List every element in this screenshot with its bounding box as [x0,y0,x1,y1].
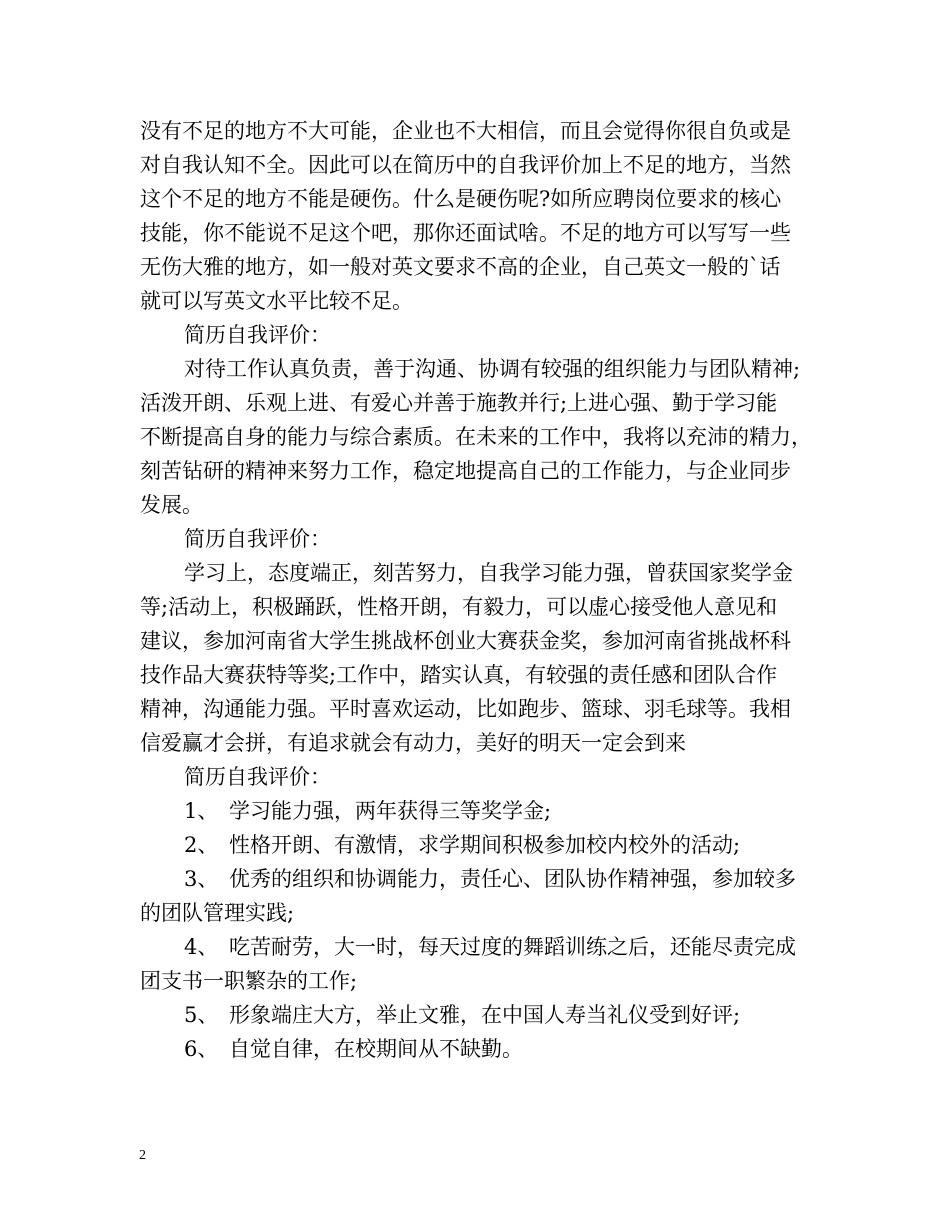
text-line: 技能，你不能说不足这个吧，那你还面试啥。不足的地方可以写写一些 [140,221,791,245]
text-line: 刻苦钻研的精神来努力工作，稳定地提高自己的工作能力，与企业同步 [140,459,791,483]
list-item [140,998,820,1032]
list-item [140,1032,820,1066]
list-text: 学习能力强，两年获得三等奖学金; [229,799,552,823]
section-heading: 简历自我评价： [184,323,331,347]
list-text: 优秀的组织和协调能力，责任心、团队协作精神强，参加较多 [229,867,796,891]
text-line: 精神，沟通能力强。平时喜欢运动，比如跑步、篮球、羽毛球等。我相 [140,697,791,721]
text-line: 不断提高自身的能力与综合素质。在未来的工作中，我将以充沛的精力， [140,425,812,449]
list-number: 2、 [184,833,219,857]
list-number: 1、 [184,799,219,823]
list-text-continuation: 团支书一职繁杂的工作; [140,969,358,993]
list-text: 形象端庄大方，举止文雅，在中国人寿当礼仪受到好评; [229,1003,741,1027]
intro-paragraph [140,114,820,318]
text-line: 等;活动上，积极踊跃，性格开朗，有毅力，可以虚心接受他人意见和 [140,595,778,619]
text-line: 没有不足的地方不大可能，企业也不大相信，而且会觉得你很自负或是 [140,119,791,143]
list-text-continuation: 的团队管理实践; [140,901,295,925]
list-number: 6、 [184,1037,219,1061]
self-evaluation-paragraph-1 [140,352,820,522]
text-line: 学习上，态度端正，刻苦努力，自我学习能力强，曾获国家奖学金 [184,561,793,585]
numbered-list [140,794,820,1066]
list-text: 吃苦耐劳，大一时，每天过度的舞蹈训练之后，还能尽责完成 [229,935,796,959]
list-item [140,930,820,964]
text-line: 活泼开朗、乐观上进、有爱心并善于施教并行;上进心强、勤于学习能 [140,391,778,415]
text-line: 无伤大雅的地方，如一般对英文要求不高的企业，自己英文一般的`话 [140,255,781,279]
text-line: 就可以写英文水平比较不足。 [140,289,413,313]
section-heading: 简历自我评价： [184,765,331,789]
list-item [140,862,820,896]
list-text: 性格开朗、有激情，求学期间积极参加校内校外的活动; [229,833,741,857]
list-number: 4、 [184,935,219,959]
self-evaluation-paragraph-2 [140,556,820,760]
document-body [140,114,820,1066]
section-heading: 简历自我评价： [184,527,331,551]
text-line: 建议，参加河南省大学生挑战杯创业大赛获金奖，参加河南省挑战杯科 [140,629,791,653]
text-line: 发展。 [140,493,203,517]
text-line: 对自我认知不全。因此可以在简历中的自我评价加上不足的地方，当然 [140,153,791,177]
text-line: 技作品大赛获特等奖;工作中，踏实认真，有较强的责任感和团队合作 [140,663,778,687]
list-number: 3、 [184,867,219,891]
list-text: 自觉自律，在校期间从不缺勤。 [229,1037,523,1061]
text-line: 这个不足的地方不能是硬伤。什么是硬伤呢?如所应聘岗位要求的核心 [140,187,782,211]
list-item [140,794,820,828]
list-item [140,828,820,862]
text-line: 信爱赢才会拼，有追求就会有动力，美好的明天一定会到来 [140,731,686,755]
text-line: 对待工作认真负责，善于沟通、协调有较强的组织能力与团队精神; [184,357,801,381]
page-number: 2 [139,1148,146,1163]
list-number: 5、 [184,1003,219,1027]
